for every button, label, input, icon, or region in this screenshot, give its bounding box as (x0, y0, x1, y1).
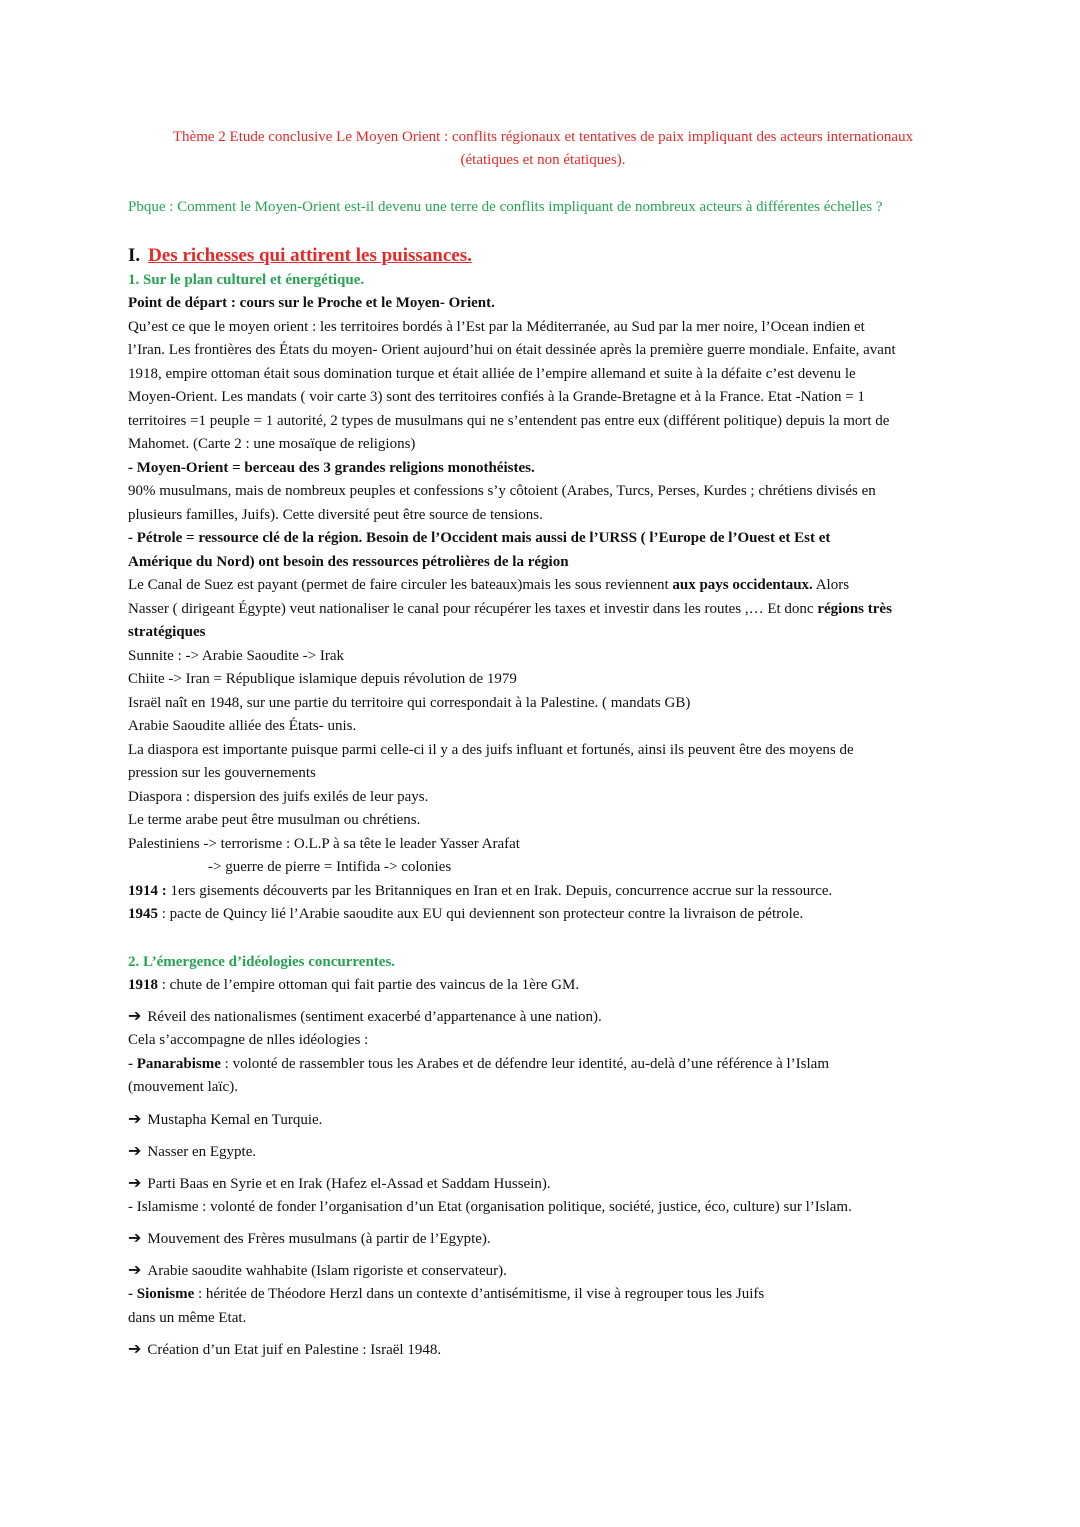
arrow-right-icon: ➔ (128, 1108, 142, 1128)
paragraph-suez: Le Canal de Suez est payant (permet de faire circuler les bateaux)mais les sous reviennent aux pays occidentaux. Alors Nasser ( dirigeant Égypte) veut nationaliser le canal pour récupérer les taxes et investir dans les routes ,… Et donc régions très stratégiques (128, 577, 892, 640)
title-line-2: (étatiques et non étatiques). (460, 152, 626, 168)
arrow-item: ➔ Création d’un Etat juif en Palestine : Israël 1948. (128, 1339, 442, 1358)
list-item: Israël naît en 1948, sur une partie du territoire qui correspondait à la Palestine. ( mandats GB) (128, 694, 691, 711)
list-item: Diaspora : dispersion des juifs exilés de leur pays. (128, 788, 429, 805)
list-item: pression sur les gouvernements (128, 765, 316, 781)
list-item-indented: -> guerre de pierre = Intifida -> colonies (208, 859, 452, 875)
document-title (128, 126, 958, 172)
arrow-right-icon: ➔ (128, 1006, 142, 1025)
arrow-item: ➔ Nasser en Egypte. (128, 1140, 257, 1160)
arrow-item: ➔ Réveil des nationalismes (sentiment exacerbé d’appartenance à une nation). (128, 1006, 602, 1025)
notes-list (128, 645, 958, 880)
petrole-heading: - Pétrole = ressource clé de la région. Besoin de l’Occident mais aussi de l’URSS ( l’Europe de l’Ouest et Est et Amérique du Nord) ont besoin des ressources pétrolières de la région (128, 530, 831, 570)
date-1914: 1914 : 1ers gisements découverts par les Britanniques en Iran et en Irak. Depuis, concurrence accrue sur la ressource. (128, 882, 833, 899)
date-1945: 1945 : pacte de Quincy lié l’Arabie saoudite aux EU qui deviennent son protecteur contre la livraison de pétrole. (128, 906, 804, 922)
list-item: Arabie Saoudite alliée des États- unis. (128, 718, 357, 734)
arrow-item: ➔ Arabie saoudite wahhabite (Islam rigoriste et conservateur). (128, 1260, 507, 1279)
list-item: Chiite -> Iran = République islamique depuis révolution de 1979 (128, 671, 517, 687)
arrow-item: ➔ Mouvement des Frères musulmans (à partir de l’Egypte). (128, 1228, 491, 1247)
arrow-item: ➔ Parti Baas en Syrie et en Irak (Hafez el-Assad et Saddam Hussein). (128, 1172, 551, 1192)
subsection-1-heading: 1. Sur le plan culturel et énergétique. (128, 272, 365, 288)
paragraph-definition: Qu’est ce que le moyen orient : les territoires bordés à l’Est par la Méditerranée, au Sud par la mer noire, l’Ocean indien et l’Iran. Les frontières des États du moyen- Orient aujourd’hui on était dessinée après la première guerre mondiale. Enfaite, avant 1918, empire ottoman était sous domination turque et était alliée de l’empire allemand et suite à la défaite c’est devenu le Moyen-Orient. Les mandats ( voir carte 3) sont des territoires confiés à la Grande-Bretagne et à la France. Etat -Nation = 1 territoires =1 peuple = 1 autorité, 2 types de musulmans qui ne s’entendent pas entre eux (différent politique) depuis la mort de Mahomet. (Carte 2 : une mosaïque de religions) (128, 318, 896, 452)
document-page: Thème 2 Etude conclusive Le Moyen Orient : conflits régionaux et tentatives de paix impliquant des acteurs internationaux (étatiques et non étatiques). Pbque : Comment le Moyen-Orient est-il devenu une terre de conflits impliquant de nombreux acteurs à différentes échelles ? I. Des richesses qui attirent les puissances. 1. Sur le plan culturel et énergétique. Point de départ : cours sur le Proche et le Moyen- Orient. Qu’est ce que le moyen orient : les territoires bordés à l’Est par la Méditerranée, au Sud par la mer noire, l’Ocean indien et l’Iran. Les frontières des États du moyen- Orient aujourd’hui on était dessinée après la première guerre mondiale. Enfaite, avant 1918, empire ottoman était sous domination turque et était alliée de l’empire allemand et suite à la défaite c’est devenu le Moyen-Orient. Les mandats ( voir carte 3) sont des territoires confiés à la Grande-Bretagne et à la France. Etat -Nation = 1 territoires =1 peuple = 1 autorité, 2 types de musulmans qui ne s’entendent pas entre eux (différent politique) depuis la mort de Mahomet. (Carte 2 : une mosaïque de religions) - Moyen-Orient = berceau des 3 grandes religions monothéistes. 90% musulmans, mais de nombreux peuples et confessions s’y côtoient (Arabes, Turcs, Perses, Kurdes ; chrétiens divisés en plusieurs familles, Juifs). Cette diversité peut être source de tensions. - Pétrole = ressource clé de la région. Besoin de l’Occident mais aussi de l’URSS ( l’Europe de l’Ouest et Est et Amérique du Nord) ont besoin des ressources pétrolières de la région Le Canal de Suez est payant (permet de faire circuler les bateaux)mais les sous reviennent aux pays occidentaux. Alors Nasser ( dirigeant Égypte) veut nationaliser le canal pour récupérer les taxes et investir dans les routes ,… Et donc régions très stratégiques Sunnite : -> Arabie Saoudite -> Irak Chiite -> Iran = République islamique depuis révolution de 1979 Israël naît en 1948, sur une partie du territoire qui correspondait à la Palestine. ( mandats GB) Arabie Saoudite alliée des États- unis. La diaspora est importante puisque parmi celle-ci il y a des juifs influant et fortunés, ainsi ils peuvent être des moyens de pression sur les gouvernements Diaspora : dispersion des juifs exilés de leur pays. Le terme arabe peut être musulman ou chrétiens. Palestiniens -> terrorisme : O.L.P à sa tête le leader Yasser Arafat -> guerre de pierre = Intifida -> colonies 1914 : 1ers gisements découverts par les Britanniques en Iran et en Irak. Depuis, concurrence accrue sur la ressource. 1945 : pacte de Quincy lié l’Arabie saoudite aux EU qui deviennent son protecteur contre la livraison de pétrole. 2. L’émergence d’idéologies concurrentes. 1918 : chute de l’empire ottoman qui fait partie des vaincus de la 1ère GM. ➔ Réveil des nationalismes (sentiment exacerbé d’appartenance à une nation). Cela s’accompagne de nlles idéologies : - Panarabisme : volonté de rassembler tous les Arabes et de défendre leur identité, au-delà d’une référence à l’Islam (mouvement laïc). ➔ Mustapha Kemal en Turquie. ➔ Nasser en Egypte. ➔ Parti Baas en Syrie et en Irak (Hafez el-Assad et Saddam Hussein). - Islamisme : volonté de fonder l’organisation d’un Etat (organisation politique, société, justice, éco, culture) sur l’Islam. ➔ Mouvement des Frères musulmans (à partir de l’Egypte). ➔ Arabie saoudite wahhabite (Islam rigoriste et conservateur). - Sionisme : héritée de Théodore Herzl dans un contexte d’antisémitisme, il vise à regrouper tous les Juifs dans un même Etat. ➔ Création d’un Etat juif en Palestine : Israël 1948. (128, 126, 958, 1362)
sionisme: - Sionisme : héritée de Théodore Herzl dans un contexte d’antisémitisme, il vise à regrouper tous les Juifs (128, 1286, 765, 1302)
ideologies-intro: Cela s’accompagne de nlles idéologies : (128, 1032, 369, 1048)
list-item: Le terme arabe peut être musulman ou chrétiens. (128, 812, 421, 828)
problematique: Pbque : Comment le Moyen-Orient est-il devenu une terre de conflits impliquant de nombreux acteurs à différentes échelles ? (128, 199, 883, 215)
list-item: Palestiniens -> terrorisme : O.L.P à sa tête le leader Yasser Arafat (128, 835, 520, 852)
title-line-1: Thème 2 Etude conclusive Le Moyen Orient : conflits régionaux et tentatives de paix impliquant des acteurs internationaux (172, 129, 914, 145)
section-1-heading: I. Des richesses qui attirent les puissances. (128, 245, 472, 266)
panarabisme: - Panarabisme : volonté de rassembler tous les Arabes et de défendre leur identité, au-delà d’une référence à l’Islam (128, 1055, 829, 1072)
paragraph-religions: 90% musulmans, mais de nombreux peuples et confessions s’y côtoient (Arabes, Turcs, Perses, Kurdes ; chrétiens divisés en plusieurs familles, Juifs). Cette diversité peut être source de tensions. (128, 483, 876, 523)
arrow-right-icon: ➔ (128, 1172, 142, 1192)
arrow-right-icon: ➔ (128, 1228, 142, 1247)
arrow-right-icon: ➔ (128, 1140, 142, 1160)
arrow-right-icon: ➔ (128, 1260, 142, 1279)
arrow-right-icon: ➔ (128, 1339, 142, 1358)
list-item: La diaspora est importante puisque parmi celle-ci il y a des juifs influant et fortunés, ainsi ils peuvent être des moyens de (128, 741, 854, 758)
islamisme: - Islamisme : volonté de fonder l’organisation d’un Etat (organisation politique, société, justice, éco, culture) sur l’Islam. (128, 1198, 852, 1215)
date-1918: 1918 : chute de l’empire ottoman qui fait partie des vaincus de la 1ère GM. (128, 976, 580, 993)
arrow-item: ➔ Mustapha Kemal en Turquie. (128, 1108, 323, 1128)
list-item: Sunnite : -> Arabie Saoudite -> Irak (128, 647, 345, 664)
starting-point: Point de départ : cours sur le Proche et le Moyen- Orient. (128, 295, 495, 311)
religions-heading: - Moyen-Orient = berceau des 3 grandes religions monothéistes. (128, 459, 535, 476)
subsection-2-heading: 2. L’émergence d’idéologies concurrentes. (128, 953, 396, 970)
